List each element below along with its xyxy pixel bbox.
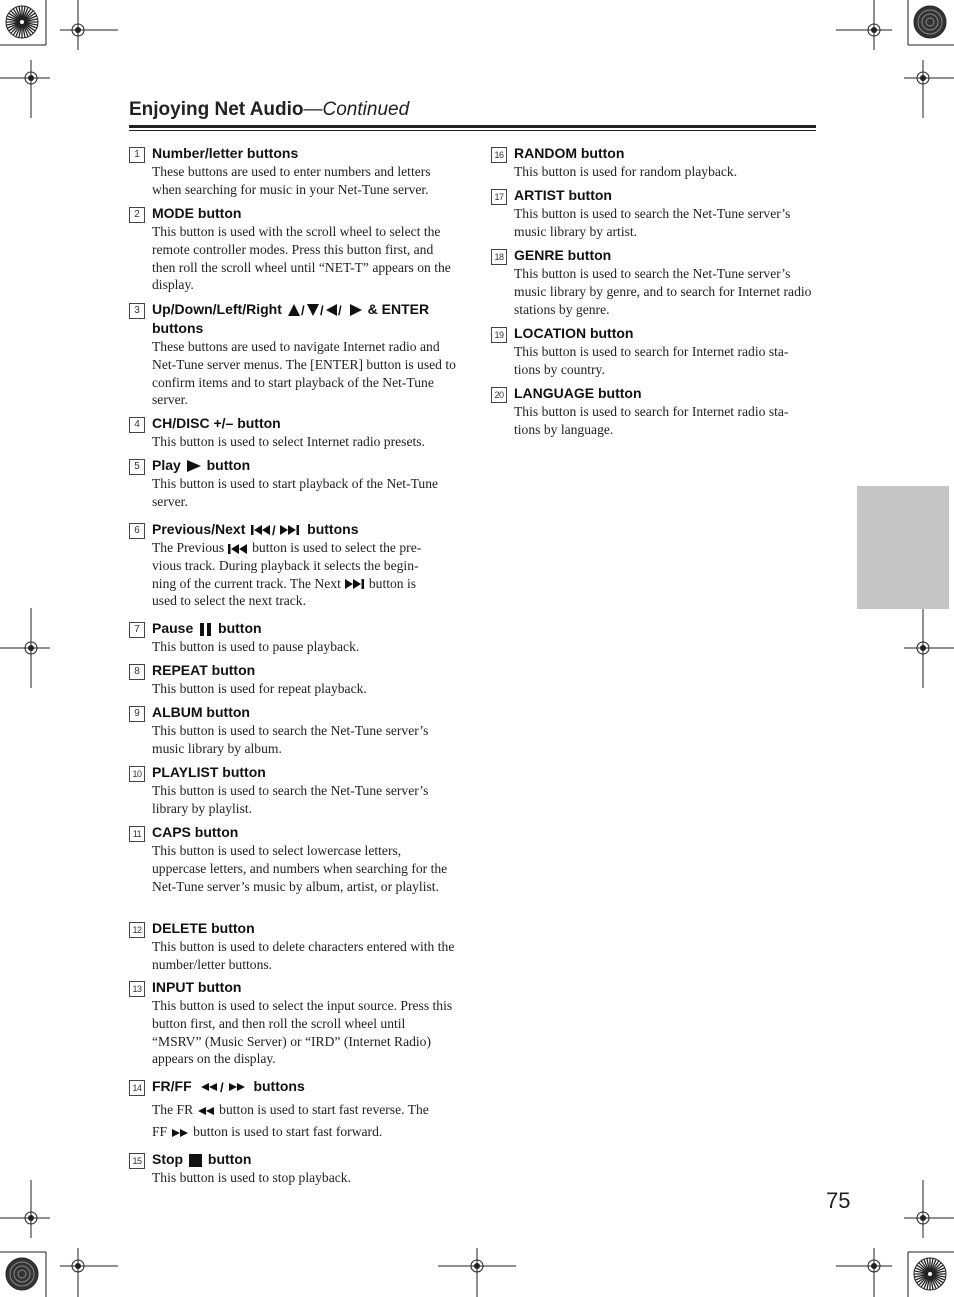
- body-text: used to select the next track.: [152, 593, 307, 609]
- item-body: This button is used to search the Net-Tune server’s music library by album.: [152, 723, 429, 756]
- item-body: [152, 1099, 457, 1143]
- item-number: 19: [491, 327, 507, 343]
- page-title: [129, 99, 409, 121]
- item-title: [152, 520, 358, 539]
- item-title: [152, 1077, 305, 1096]
- item-body: This button is used to search the Net-Tune server’s library by playlist.: [152, 783, 429, 816]
- item-number: 6: [129, 523, 145, 539]
- item-number: 3: [129, 303, 145, 319]
- item-title-part: button: [218, 620, 262, 636]
- item-number: 9: [129, 706, 145, 722]
- body-text: The Previous: [152, 540, 225, 555]
- item-number: 20: [491, 387, 507, 403]
- item-title: PLAYLIST button: [152, 764, 266, 780]
- item-number: 4: [129, 417, 145, 433]
- item-body: This button is used to stop playback.: [152, 1170, 351, 1185]
- item-body: This button is used to select Internet radio presets.: [152, 434, 425, 449]
- item-title-line2: buttons: [152, 320, 204, 336]
- item-title: [152, 1150, 251, 1169]
- item-number: 17: [491, 189, 507, 205]
- svg-text:/: /: [272, 524, 276, 537]
- item-title: [152, 300, 429, 319]
- fast-rewind-icon: [197, 1106, 215, 1116]
- item-title-part: buttons: [307, 521, 359, 537]
- page-title-continued: —Continued: [303, 99, 410, 120]
- item-number: 14: [129, 1080, 145, 1096]
- next-icon: [345, 579, 365, 589]
- item-body: [152, 539, 457, 610]
- item-title: DELETE button: [152, 920, 255, 936]
- fast-forward-icon: [171, 1128, 189, 1138]
- item-body: These buttons are used to enter numbers and letters when searching for music in your Net-Tune server.: [152, 164, 431, 197]
- item-body: This button is used for random playback.: [514, 164, 738, 179]
- body-text: button is used to select the pre-: [252, 540, 422, 555]
- item-body: This button is used to select the input source. Press this button first, and then roll the scroll wheel until “MSRV” (Music Server) or “IRD” (Internet Radio) appears on the display.: [152, 998, 453, 1067]
- item-title: CAPS button: [152, 824, 239, 840]
- item-number: 12: [129, 922, 145, 938]
- body-text: The FR: [152, 1102, 194, 1117]
- item-number: 7: [129, 622, 145, 638]
- item-number: 16: [491, 147, 507, 163]
- item-number: 10: [129, 766, 145, 782]
- stop-icon: [189, 1154, 202, 1167]
- item-body: This button is used to pause playback.: [152, 639, 360, 654]
- item-body: This button is used to search the Net-Tune server’s music library by artist.: [514, 206, 791, 239]
- item-body: This button is used with the scroll wheel to select the remote controller modes. Press this button first, and then roll the scroll wheel until “NET-T” appears on the display.: [152, 224, 451, 293]
- item-title-part: Pause: [152, 620, 194, 636]
- item-body: This button is used to delete characters entered with the number/letter buttons.: [152, 939, 455, 972]
- item-title-part: button: [207, 1151, 252, 1167]
- svg-text:/: /: [319, 304, 324, 317]
- item-number: 15: [129, 1153, 145, 1169]
- item-title-part: Play: [152, 457, 181, 473]
- item-number: 13: [129, 981, 145, 997]
- item-title-part: & ENTER: [367, 301, 430, 317]
- page-number: 75: [826, 1188, 851, 1213]
- fast-rewind-forward-icon: [200, 1081, 248, 1093]
- item-number: 11: [129, 826, 145, 842]
- arrow-keys-icon: [288, 304, 350, 316]
- item-number: 5: [129, 459, 145, 475]
- header-rule-thin: [129, 130, 816, 131]
- item-title-part: FR/FF: [152, 1078, 192, 1094]
- item-title: LOCATION button: [514, 325, 634, 341]
- section-tab: [857, 486, 949, 609]
- body-text: FF: [152, 1124, 168, 1139]
- svg-text:/: /: [219, 1081, 224, 1094]
- body-text: button is used to start fast forward.: [193, 1124, 383, 1139]
- item-title: MODE button: [152, 205, 242, 221]
- body-text: vious track. During playback it selects the begin-: [152, 557, 419, 573]
- item-body: This button is used for repeat playback.: [152, 681, 367, 696]
- play-icon: [187, 460, 201, 472]
- item-title: INPUT button: [152, 979, 242, 995]
- body-text: button is used to start fast reverse. The: [219, 1102, 429, 1117]
- item-title-part: Previous/Next: [152, 521, 246, 537]
- item-title-part: button: [206, 457, 251, 473]
- item-title-part: Stop: [152, 1151, 184, 1167]
- item-body: This button is used to search for Internet radio sta-tions by language.: [514, 404, 789, 437]
- pause-icon: [199, 623, 212, 636]
- svg-text:/: /: [300, 304, 305, 317]
- item-title: CH/DISC +/– button: [152, 415, 281, 431]
- header-rule: [129, 125, 816, 128]
- previous-icon: [228, 544, 248, 554]
- item-title: RANDOM button: [514, 145, 625, 161]
- item-title-part: Up/Down/Left/Right: [152, 301, 282, 317]
- item-number: 18: [491, 249, 507, 265]
- body-text: button is: [368, 575, 417, 591]
- item-title: [152, 619, 262, 638]
- item-body: This button is used to start playback of the Net-Tune server.: [152, 476, 439, 509]
- item-body: This button is used to search for Internet radio sta-tions by country.: [514, 344, 789, 377]
- item-body: This button is used to select lowercase letters, uppercase letters, and numbers when searching for the Net-Tune server’s music by album, artist, or playlist.: [152, 843, 448, 894]
- item-title-part: buttons: [253, 1078, 305, 1094]
- item-title: [152, 456, 250, 475]
- svg-text:/: /: [337, 304, 342, 317]
- item-body: These buttons are used to navigate Internet radio and Net-Tune server menus. The [ENTER] button is used to confirm items and to start playback of the Net-Tune server.: [152, 339, 456, 408]
- item-number: 1: [129, 147, 145, 163]
- item-number: 8: [129, 664, 145, 680]
- body-text: ning of the current track. The Next: [152, 575, 341, 591]
- item-title: Number/letter buttons: [152, 145, 299, 161]
- item-title: ARTIST button: [514, 187, 612, 203]
- previous-next-icon: [251, 524, 301, 536]
- item-title: LANGUAGE button: [514, 385, 642, 401]
- right-arrow-icon: [350, 304, 362, 316]
- item-body: This button is used to search the Net-Tune server’s music library by genre, and to search for Internet radio stations by genre.: [514, 266, 812, 317]
- item-title: GENRE button: [514, 247, 612, 263]
- item-title: ALBUM button: [152, 704, 250, 720]
- page-title-main: Enjoying Net Audio: [129, 99, 304, 120]
- item-number: 2: [129, 207, 145, 223]
- item-title: REPEAT button: [152, 662, 256, 678]
